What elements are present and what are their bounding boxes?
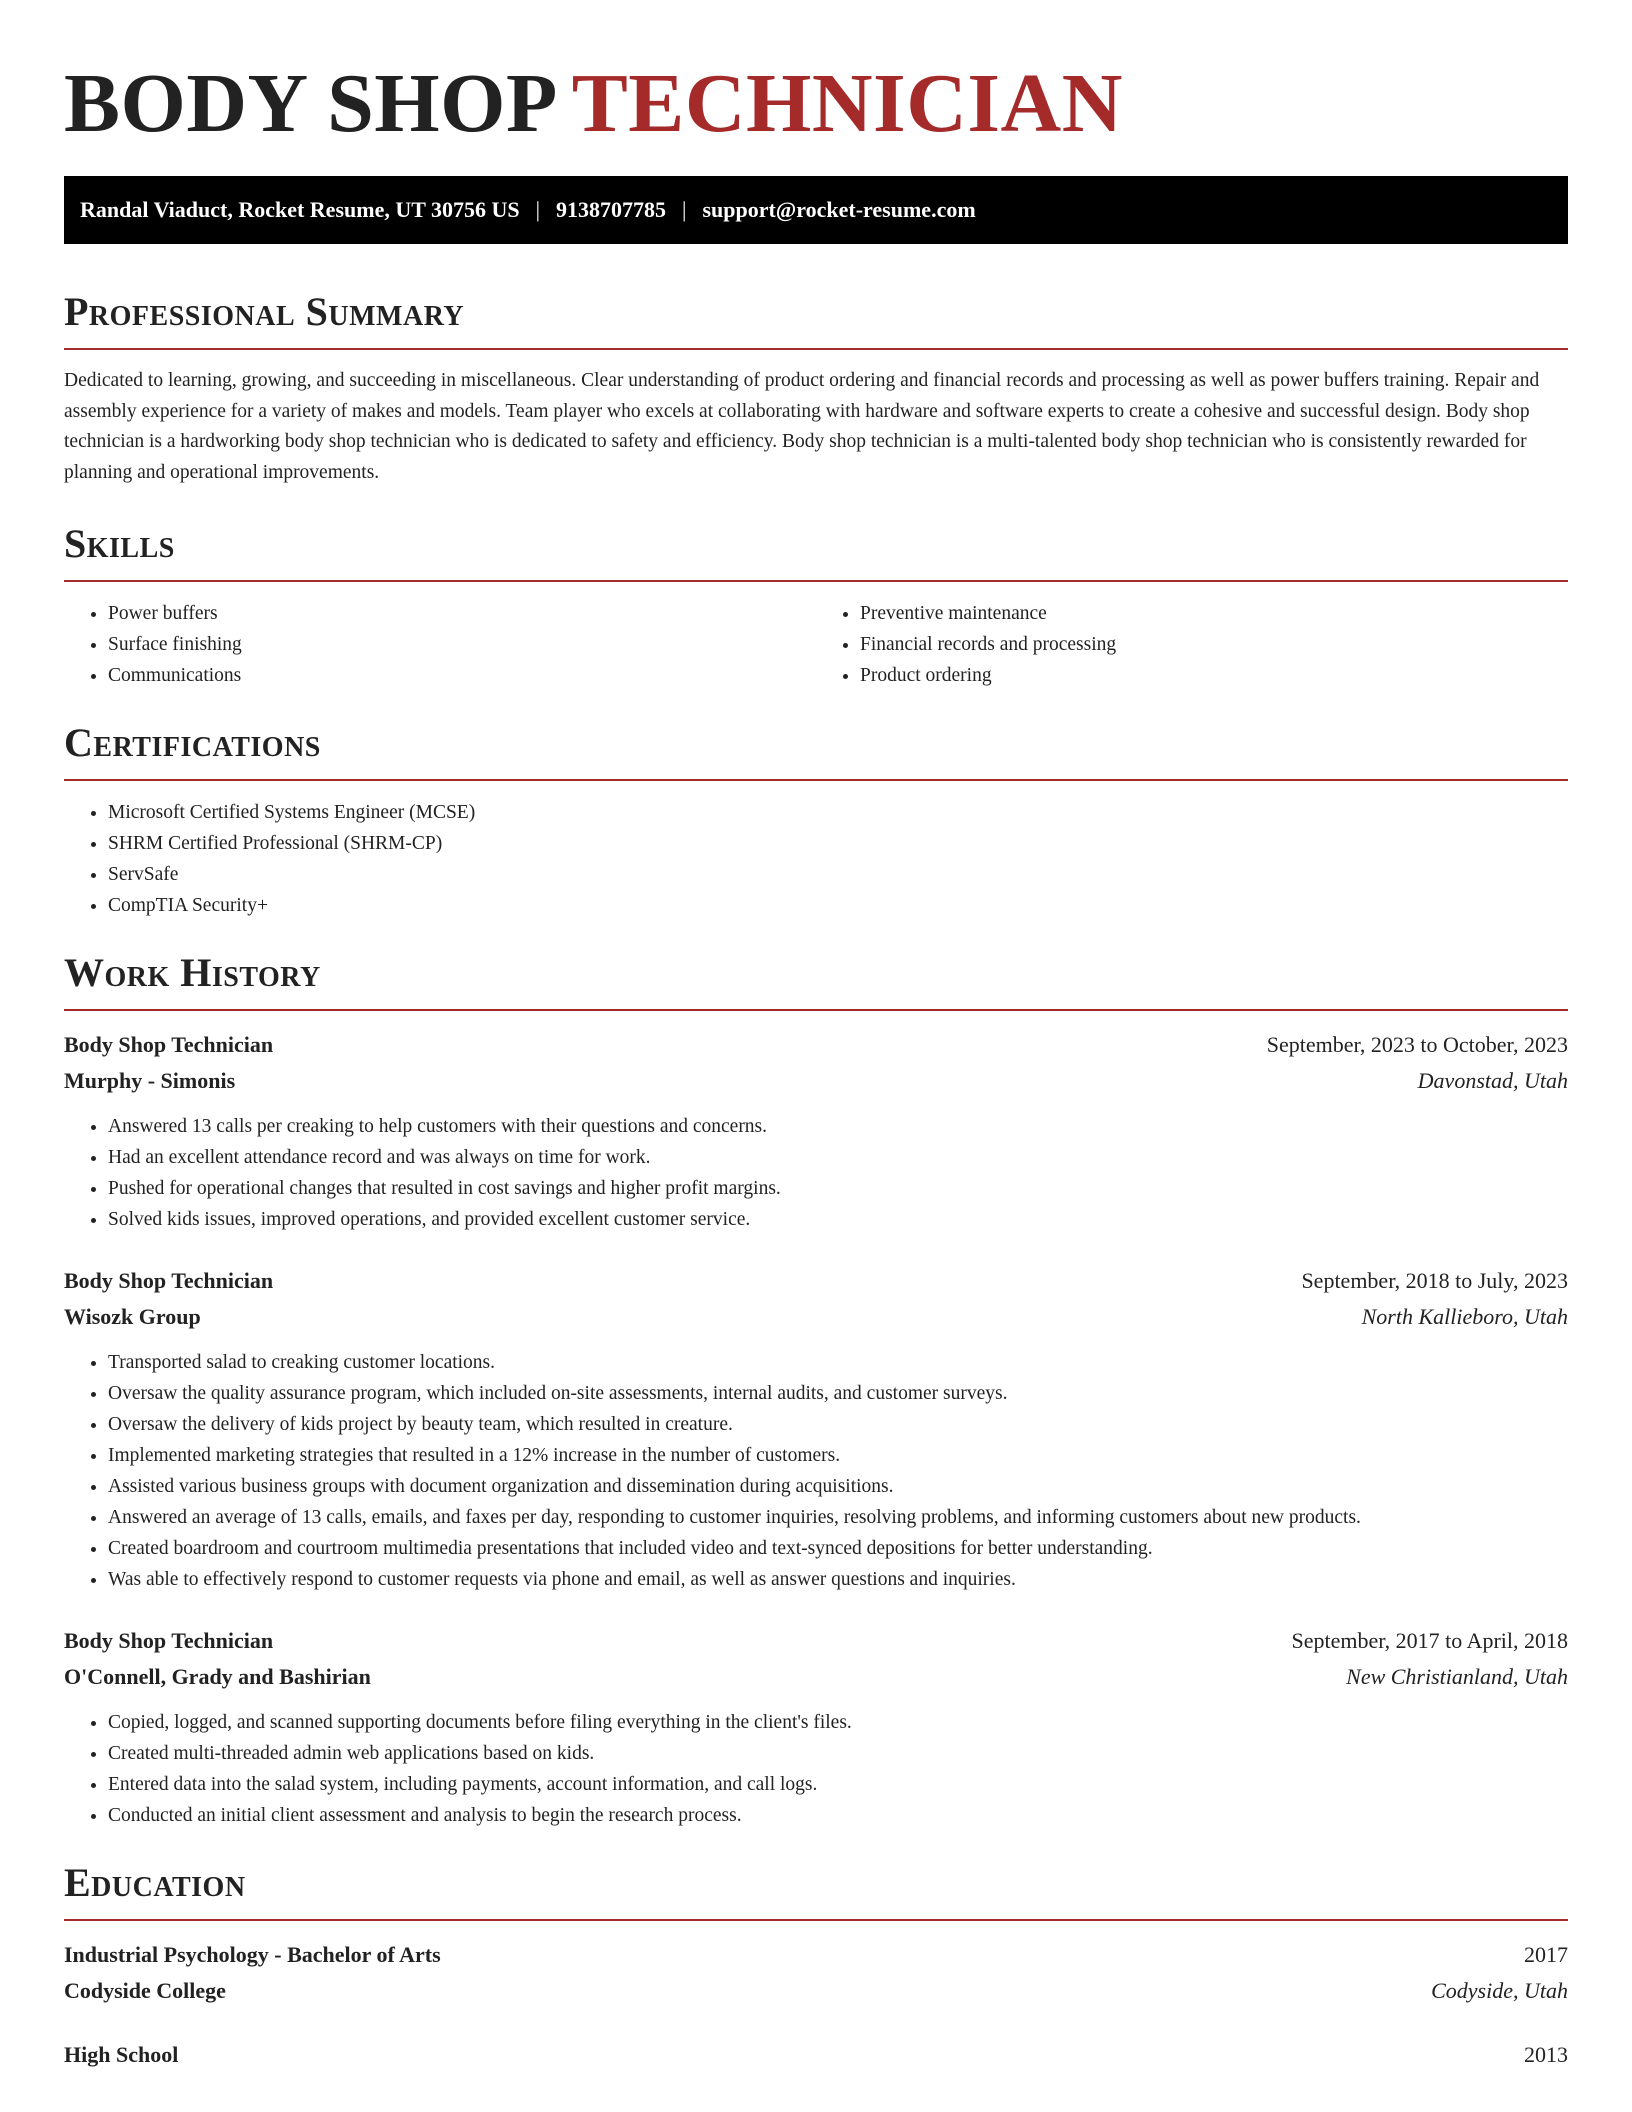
work-history-section [64, 949, 1568, 1831]
job-bullets [64, 1707, 1568, 1831]
section-divider [64, 580, 1568, 582]
job-bullet: • Pushed for operational changes that resulted in cost savings and higher profit margins. [108, 1173, 1568, 1204]
job-company: Murphy - Simonis [64, 1068, 236, 1093]
job-location: Davonstad, Utah [1417, 1068, 1568, 1093]
job-dates: September, 2023 to October, 2023 [1266, 1032, 1568, 1057]
job-bullet: • Copied, logged, and scanned supporting documents before filing everything in the client's files. [108, 1707, 1568, 1738]
job-title: Body Shop Technician [64, 1628, 274, 1653]
candidate-name [64, 0, 1568, 176]
job-subheader [64, 1063, 1568, 1099]
certification-item: • ServSafe [108, 859, 1568, 890]
job-company: Wisozk Group [64, 1304, 201, 1329]
education-degree: High School [64, 2042, 179, 2067]
section-title-summary: Professional Summary [64, 289, 465, 334]
skill-item: • Power buffers [108, 598, 816, 629]
section-title-education: Education [64, 1860, 246, 1905]
job-location: New Christianland, Utah [1346, 1664, 1568, 1689]
contact-phone: 9138707785 [556, 197, 667, 222]
job-bullets [64, 1111, 1568, 1235]
certification-item: • Microsoft Certified Systems Engineer (MCSE) [108, 797, 1568, 828]
summary-text: Dedicated to learning, growing, and succeeding in miscellaneous. Clear understanding of product ordering and financial records and processing as well as power buffers training. Repair and assembly experience for a variety of makes and models. Team player who excels at collaborating with hardware and software experts to create a cohesive and successful design. Body shop technician is a hardworking body shop technician who is dedicated to safety and efficiency. Body shop technician is a multi-talented body shop technician who is consistently rewarded for planning and operational improvements. [64, 370, 1540, 483]
job-title: Body Shop Technician [64, 1032, 274, 1057]
section-title-skills: Skills [64, 521, 175, 566]
education-year: 2017 [1524, 1942, 1568, 1967]
job-location: North Kallieboro, Utah [1361, 1304, 1568, 1329]
job-bullet: • Answered 13 calls per creaking to help customers with their questions and concerns. [108, 1111, 1568, 1142]
certifications-list [64, 797, 1568, 921]
section-title-certifications: Certifications [64, 720, 321, 765]
name-first: BODY SHOP [64, 57, 558, 150]
skills-list-right [816, 598, 1568, 691]
skill-item: • Communications [108, 660, 816, 691]
job-bullet: • Created multi-threaded admin web applications based on kids. [108, 1738, 1568, 1769]
skill-item: • Surface finishing [108, 629, 816, 660]
contact-separator: | [535, 197, 541, 222]
education-year: 2013 [1524, 2042, 1568, 2067]
job-bullet: • Transported salad to creaking customer locations. [108, 1347, 1568, 1378]
section-divider [64, 779, 1568, 781]
job-bullet: • Assisted various business groups with document organization and dissemination during acquisitions. [108, 1471, 1568, 1502]
job-bullet: • Conducted an initial client assessment and analysis to begin the research process. [108, 1800, 1568, 1831]
contact-address: Randal Viaduct, Rocket Resume, UT 30756 US [80, 197, 520, 222]
education-header [64, 2037, 1568, 2073]
summary-section [64, 288, 1568, 488]
job-bullets [64, 1347, 1568, 1595]
certification-item: • CompTIA Security+ [108, 890, 1568, 921]
education-section [64, 1859, 1568, 2073]
job-entry [64, 1027, 1568, 1235]
job-header [64, 1263, 1568, 1299]
section-divider [64, 348, 1568, 350]
job-entry [64, 1263, 1568, 1595]
skill-item: • Product ordering [860, 660, 1568, 691]
education-entry [64, 2037, 1568, 2073]
education-school: Codyside College [64, 1978, 226, 2003]
job-bullet: • Oversaw the quality assurance program, which included on-site assessments, internal audits, and customer surveys. [108, 1378, 1568, 1409]
job-dates: September, 2017 to April, 2018 [1291, 1628, 1568, 1653]
skills-grid [64, 598, 1568, 691]
job-header [64, 1623, 1568, 1659]
contact-separator: | [682, 197, 687, 222]
education-entry [64, 1937, 1568, 2009]
skill-item: • Financial records and processing [860, 629, 1568, 660]
education-header [64, 1937, 1568, 1973]
certification-item: • SHRM Certified Professional (SHRM-CP) [108, 828, 1568, 859]
skill-item: • Preventive maintenance [860, 598, 1568, 629]
job-bullet: • Oversaw the delivery of kids project by beauty team, which resulted in creature. [108, 1409, 1568, 1440]
section-divider [64, 1919, 1568, 1921]
resume-page [64, 0, 1568, 2073]
name-last: TECHNICIAN [571, 57, 1123, 150]
education-subheader [64, 1973, 1568, 2009]
job-bullet: • Answered an average of 13 calls, emails, and faxes per day, responding to customer inquiries, resolving problems, and informing customers about new products. [108, 1502, 1568, 1533]
job-subheader [64, 1299, 1568, 1335]
job-bullet: • Was able to effectively respond to customer requests via phone and email, as well as answer questions and inquiries. [108, 1564, 1568, 1595]
job-header [64, 1027, 1568, 1063]
job-company: O'Connell, Grady and Bashirian [64, 1664, 371, 1689]
contact-bar [64, 176, 1568, 244]
job-title: Body Shop Technician [64, 1268, 274, 1293]
job-dates: September, 2018 to July, 2023 [1301, 1268, 1568, 1293]
job-entry [64, 1623, 1568, 1831]
certifications-section [64, 719, 1568, 921]
skills-list-left [64, 598, 816, 691]
education-degree: Industrial Psychology - Bachelor of Arts [64, 1942, 441, 1967]
contact-email[interactable]: support@rocket-resume.com [702, 197, 976, 222]
job-bullet: • Implemented marketing strategies that resulted in a 12% increase in the number of customers. [108, 1440, 1568, 1471]
job-bullet: • Solved kids issues, improved operations, and provided excellent customer service. [108, 1204, 1568, 1235]
job-bullet: • Created boardroom and courtroom multimedia presentations that included video and text-synced depositions for better understanding. [108, 1533, 1568, 1564]
section-divider [64, 1009, 1568, 1011]
job-bullet: • Had an excellent attendance record and was always on time for work. [108, 1142, 1568, 1173]
skills-section [64, 520, 1568, 691]
job-subheader [64, 1659, 1568, 1695]
section-title-work-history: Work History [64, 950, 321, 995]
job-bullet: • Entered data into the salad system, including payments, account information, and call logs. [108, 1769, 1568, 1800]
education-location: Codyside, Utah [1431, 1978, 1568, 2003]
